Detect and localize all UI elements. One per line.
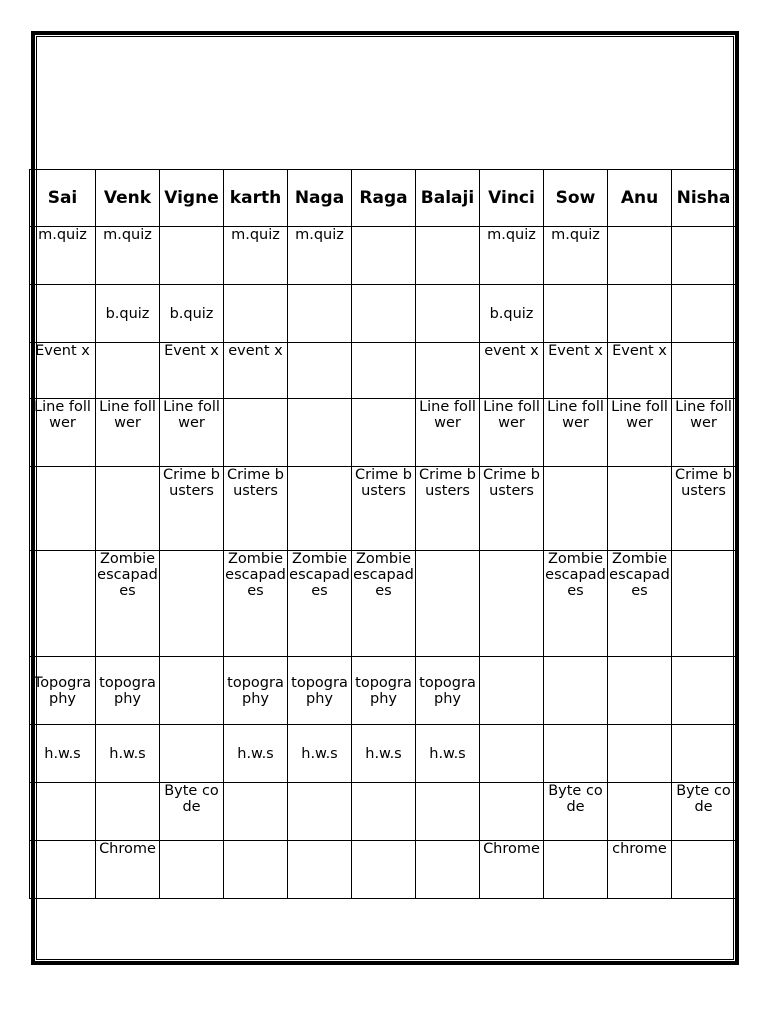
table-cell: Zombie escapades	[608, 551, 672, 657]
table-cell	[160, 725, 224, 783]
table-cell	[288, 783, 352, 841]
table-cell: h.w.s	[288, 725, 352, 783]
table-cell: h.w.s	[416, 725, 480, 783]
table-cell	[416, 551, 480, 657]
table-cell	[608, 783, 672, 841]
table-cell	[672, 725, 736, 783]
table-cell: h.w.s	[30, 725, 96, 783]
table-cell: Event x	[608, 343, 672, 399]
table-cell	[672, 841, 736, 899]
table-cell: h.w.s	[352, 725, 416, 783]
table-cell	[352, 783, 416, 841]
table-cell	[352, 343, 416, 399]
table-cell: m.quiz	[30, 227, 96, 285]
table-cell: Line follwer	[96, 399, 160, 467]
header-row	[30, 170, 736, 227]
header-cell: Vigne	[160, 170, 224, 227]
table-cell	[672, 551, 736, 657]
table-cell: h.w.s	[224, 725, 288, 783]
table-cell	[224, 783, 288, 841]
table-cell: Byte code	[672, 783, 736, 841]
table-cell	[544, 725, 608, 783]
header-cell: Raga	[352, 170, 416, 227]
header-cell: Nisha	[672, 170, 736, 227]
table-cell: topography	[96, 657, 160, 725]
table-cell: Zombie escapades	[96, 551, 160, 657]
table-cell: topography	[352, 657, 416, 725]
table-cell	[288, 285, 352, 343]
table-cell	[352, 227, 416, 285]
table-cell	[160, 841, 224, 899]
table-cell: topography	[416, 657, 480, 725]
table-cell: Crime busters	[480, 467, 544, 551]
table-cell	[30, 551, 96, 657]
table-cell	[608, 725, 672, 783]
table-row	[30, 725, 736, 783]
table-cell	[352, 399, 416, 467]
table-cell	[672, 285, 736, 343]
table-cell	[224, 285, 288, 343]
table-cell	[608, 467, 672, 551]
table-cell: b.quiz	[480, 285, 544, 343]
table-cell	[608, 227, 672, 285]
table-cell	[352, 841, 416, 899]
table-cell: Byte code	[160, 783, 224, 841]
table-cell	[544, 285, 608, 343]
table-cell: Crime busters	[416, 467, 480, 551]
table-cell: m.quiz	[288, 227, 352, 285]
table-row	[30, 551, 736, 657]
table-cell	[544, 467, 608, 551]
table-cell: Line follwer	[416, 399, 480, 467]
header-cell: Venk	[96, 170, 160, 227]
table-cell	[416, 783, 480, 841]
table-row	[30, 783, 736, 841]
table-cell: Chrome	[96, 841, 160, 899]
table-cell	[416, 285, 480, 343]
table-cell	[672, 657, 736, 725]
table-cell	[480, 725, 544, 783]
table-cell: Line follwer	[608, 399, 672, 467]
table-cell: m.quiz	[224, 227, 288, 285]
header-cell: Vinci	[480, 170, 544, 227]
table-cell: Event x	[30, 343, 96, 399]
table-cell: Crime busters	[352, 467, 416, 551]
table-cell	[30, 841, 96, 899]
table-cell	[96, 467, 160, 551]
header-cell: Sow	[544, 170, 608, 227]
table-row	[30, 399, 736, 467]
header-cell: Naga	[288, 170, 352, 227]
table-cell	[160, 657, 224, 725]
table-cell: Zombie escapades	[544, 551, 608, 657]
table-cell: event x	[224, 343, 288, 399]
table-cell: Line follwer	[480, 399, 544, 467]
table-cell	[608, 657, 672, 725]
table-cell	[416, 841, 480, 899]
table-cell: event x	[480, 343, 544, 399]
table-cell: Crime busters	[672, 467, 736, 551]
table-cell: Zombie escapades	[352, 551, 416, 657]
table-cell	[30, 783, 96, 841]
table-cell	[608, 285, 672, 343]
table-cell	[96, 343, 160, 399]
table-cell	[416, 227, 480, 285]
table-cell	[30, 467, 96, 551]
table-cell: Line follwer	[160, 399, 224, 467]
table-cell	[224, 841, 288, 899]
table-cell: topography	[224, 657, 288, 725]
table-cell	[288, 399, 352, 467]
header-cell: karth	[224, 170, 288, 227]
table-row	[30, 841, 736, 899]
header-cell: Balaji	[416, 170, 480, 227]
table-cell: Topography	[30, 657, 96, 725]
table-cell: Zombie escapades	[224, 551, 288, 657]
table-cell: b.quiz	[96, 285, 160, 343]
table-cell: Line follwer	[30, 399, 96, 467]
table-cell: h.w.s	[96, 725, 160, 783]
table-cell	[672, 343, 736, 399]
table-cell	[544, 657, 608, 725]
table-cell	[96, 783, 160, 841]
table-cell	[672, 227, 736, 285]
table-cell	[288, 343, 352, 399]
table-cell: Crime busters	[224, 467, 288, 551]
table-cell: Line follwer	[544, 399, 608, 467]
table-cell	[30, 285, 96, 343]
table-cell: b.quiz	[160, 285, 224, 343]
table-row	[30, 285, 736, 343]
table-cell	[480, 551, 544, 657]
table-cell	[352, 285, 416, 343]
table-cell	[160, 227, 224, 285]
table-cell: m.quiz	[480, 227, 544, 285]
table-cell: m.quiz	[96, 227, 160, 285]
table-cell	[480, 783, 544, 841]
table-cell: Byte code	[544, 783, 608, 841]
header-cell: Sai	[30, 170, 96, 227]
table-cell: Event x	[544, 343, 608, 399]
table-cell: topography	[288, 657, 352, 725]
table-cell: chrome	[608, 841, 672, 899]
table-cell: m.quiz	[544, 227, 608, 285]
table-cell	[416, 343, 480, 399]
table-cell	[544, 841, 608, 899]
table-cell	[224, 399, 288, 467]
table-row	[30, 343, 736, 399]
table-row	[30, 227, 736, 285]
table-cell	[288, 841, 352, 899]
table-cell: Line follwer	[672, 399, 736, 467]
table-cell: Chrome	[480, 841, 544, 899]
table-cell: Crime busters	[160, 467, 224, 551]
table-row	[30, 467, 736, 551]
header-cell: Anu	[608, 170, 672, 227]
table-cell	[160, 551, 224, 657]
table-cell	[480, 657, 544, 725]
table-cell: Zombie escapades	[288, 551, 352, 657]
table-cell: Event x	[160, 343, 224, 399]
table-cell	[288, 467, 352, 551]
table-row	[30, 657, 736, 725]
schedule-table	[29, 169, 736, 899]
